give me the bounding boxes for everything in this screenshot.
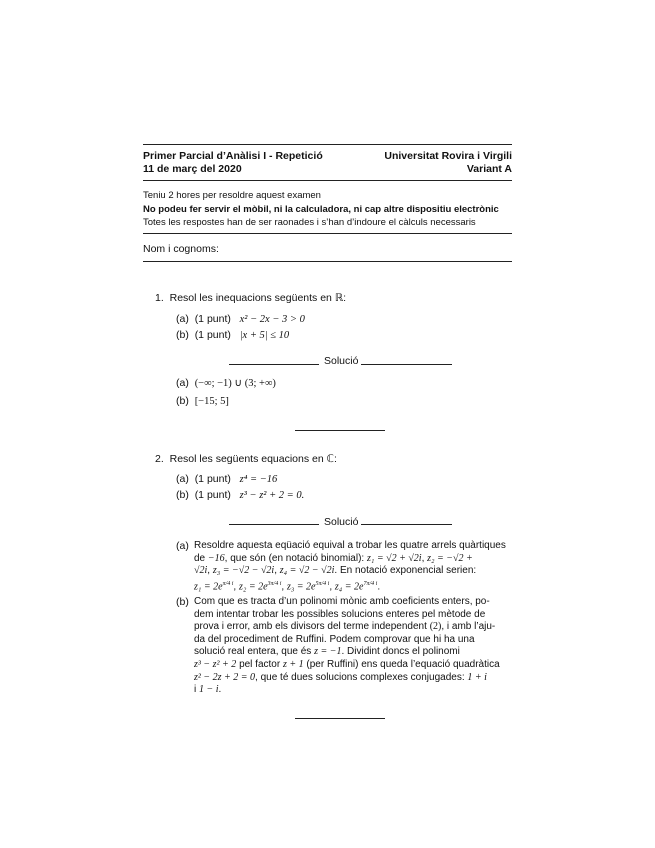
q1-answer-b bbox=[176, 395, 229, 407]
q1-statement: 1. Resol les inequacions següents en ℝ: bbox=[155, 292, 347, 304]
q2-statement: 2. Resol les següents equacions en ℂ: bbox=[155, 453, 337, 465]
q1-answer-b-label: (b) bbox=[176, 395, 189, 407]
instruction-devices: No podeu fer servir el mòbil, ni la calculadora, ni cap altre dispositiu electrònic bbox=[143, 204, 499, 215]
q1-item-b-expr: |x + 5| ≤ 10 bbox=[239, 330, 290, 341]
q1-field: ℝ bbox=[334, 293, 344, 304]
q2-answer-a-line1: Resoldre aquesta eqüació equival a trobar les quatre arrels quàrtiques bbox=[194, 540, 506, 551]
exam-date: 11 de març del 2020 bbox=[143, 163, 242, 175]
q1-text: Resol les inequacions següents en bbox=[169, 292, 332, 304]
q2-answer-b-line5: solució real entera, que és z = −1. Dividint doncs el polinomi bbox=[194, 646, 460, 658]
q2-answer-a-line3: √2i, z₃ = −√2 − √2i, z₄ = √2 − √2i. En notació exponencial serien: bbox=[194, 565, 477, 577]
q1-answer-a-label: (a) bbox=[176, 377, 189, 389]
q1-item-a-expr: x² − 2x − 3 > 0 bbox=[239, 314, 305, 325]
q2-item-b-expr: z³ − z² + 2 = 0. bbox=[239, 490, 305, 501]
q1-answer-a-expr: (−∞; −1) ∪ (3; +∞) bbox=[194, 378, 276, 389]
q1-solution-left-rule bbox=[229, 364, 319, 365]
q2-answer-b-line1: Com que es tracta d’un polinomi mònic amb coeficients enters, po- bbox=[194, 596, 490, 607]
q2-item-a-points: (1 punt) bbox=[194, 473, 231, 485]
q2-solution-right-rule bbox=[361, 524, 452, 525]
q1-item-a-label: (a) bbox=[176, 313, 189, 325]
q2-item-a-label: (a) bbox=[176, 473, 189, 485]
name-field-label: Nom i cognoms: bbox=[143, 243, 219, 255]
q2-item-b-points: (1 punt) bbox=[194, 489, 231, 501]
university-name: Universitat Rovira i Virgili bbox=[384, 150, 512, 162]
q2-solution-label: Solució bbox=[324, 516, 359, 528]
q2-answer-b-line3: prova i error, amb els divisors del terme independent (2), i amb l’aju- bbox=[194, 621, 496, 633]
q2-answer-b-line6: z³ − z² + 2 pel factor z + 1 (per Ruffini) ens queda l’equació quadràtica bbox=[194, 658, 500, 670]
header-top-rule bbox=[143, 144, 512, 145]
q2-field: ℂ bbox=[326, 454, 334, 465]
q2-number: 2. bbox=[155, 453, 164, 465]
q2-end-rule bbox=[295, 718, 385, 719]
q2-answer-b-line2: dem intentar trobar les possibles solucions enteres pel mètode de bbox=[194, 608, 486, 620]
name-field-rule bbox=[143, 261, 512, 262]
q2-item-a-expr: z⁴ = −16 bbox=[239, 474, 278, 485]
variant-label: Variant A bbox=[466, 163, 512, 175]
q2-answer-a-label: (a) bbox=[176, 540, 189, 552]
q1-solution-right-rule bbox=[361, 364, 452, 365]
q2-answer-a-line2: de −16, que són (en notació binomial): z₁ = √2 + √2i, z₂ = −√2 + bbox=[194, 552, 473, 564]
exam-title: Primer Parcial d’Anàlisi I - Repetició bbox=[143, 150, 323, 162]
q1-number: 1. bbox=[155, 292, 164, 304]
q1-answer-b-expr: [−15; 5] bbox=[194, 396, 229, 407]
q2-answer-a-line4: $z_1 = 2e^{\pi/4 i}$, $z_2 = 2e^{3\pi/4 i}$, $z_3 = 2e^{5\pi/4 i}$, $z_4 = 2e^{7\pi/4 i}$. bbox=[194, 580, 381, 593]
q2-text: Resol les següents equacions en bbox=[169, 453, 324, 465]
q1-solution-label: Solució bbox=[324, 355, 359, 367]
instructions-rule bbox=[143, 233, 512, 234]
q2-answer-b-line4: da del procediment de Ruffini. Podem comprovar que hi ha una bbox=[194, 633, 475, 645]
header-bottom-rule bbox=[143, 180, 512, 181]
q1-item-b bbox=[176, 329, 289, 341]
q1-item-a-points: (1 punt) bbox=[194, 313, 231, 325]
q2-answer-a-text bbox=[194, 540, 532, 594]
q2-item-b-label: (b) bbox=[176, 489, 189, 501]
q2-answer-b-line8: i 1 − i. bbox=[194, 684, 222, 696]
q2-answer-b-label: (b) bbox=[176, 596, 189, 608]
q1-item-b-label: (b) bbox=[176, 329, 189, 341]
q1-item-a bbox=[176, 313, 305, 325]
instruction-time: Teniu 2 hores per resoldre aquest examen bbox=[143, 190, 321, 201]
instruction-reasoning: Totes les respostes han de ser raonades i s’han d’indoure el càlculs necessaris bbox=[143, 217, 476, 228]
q2-answer-b-text bbox=[194, 596, 532, 697]
q2-item-a bbox=[176, 473, 277, 485]
q2-item-b bbox=[176, 489, 304, 501]
q2-solution-left-rule bbox=[229, 524, 319, 525]
q1-answer-a bbox=[176, 377, 276, 389]
q1-end-rule bbox=[295, 430, 385, 431]
q1-item-b-points: (1 punt) bbox=[194, 329, 231, 341]
q2-answer-b-line7: z² − 2z + 2 = 0, que té dues solucions complexes conjugades: 1 + i bbox=[194, 671, 487, 683]
